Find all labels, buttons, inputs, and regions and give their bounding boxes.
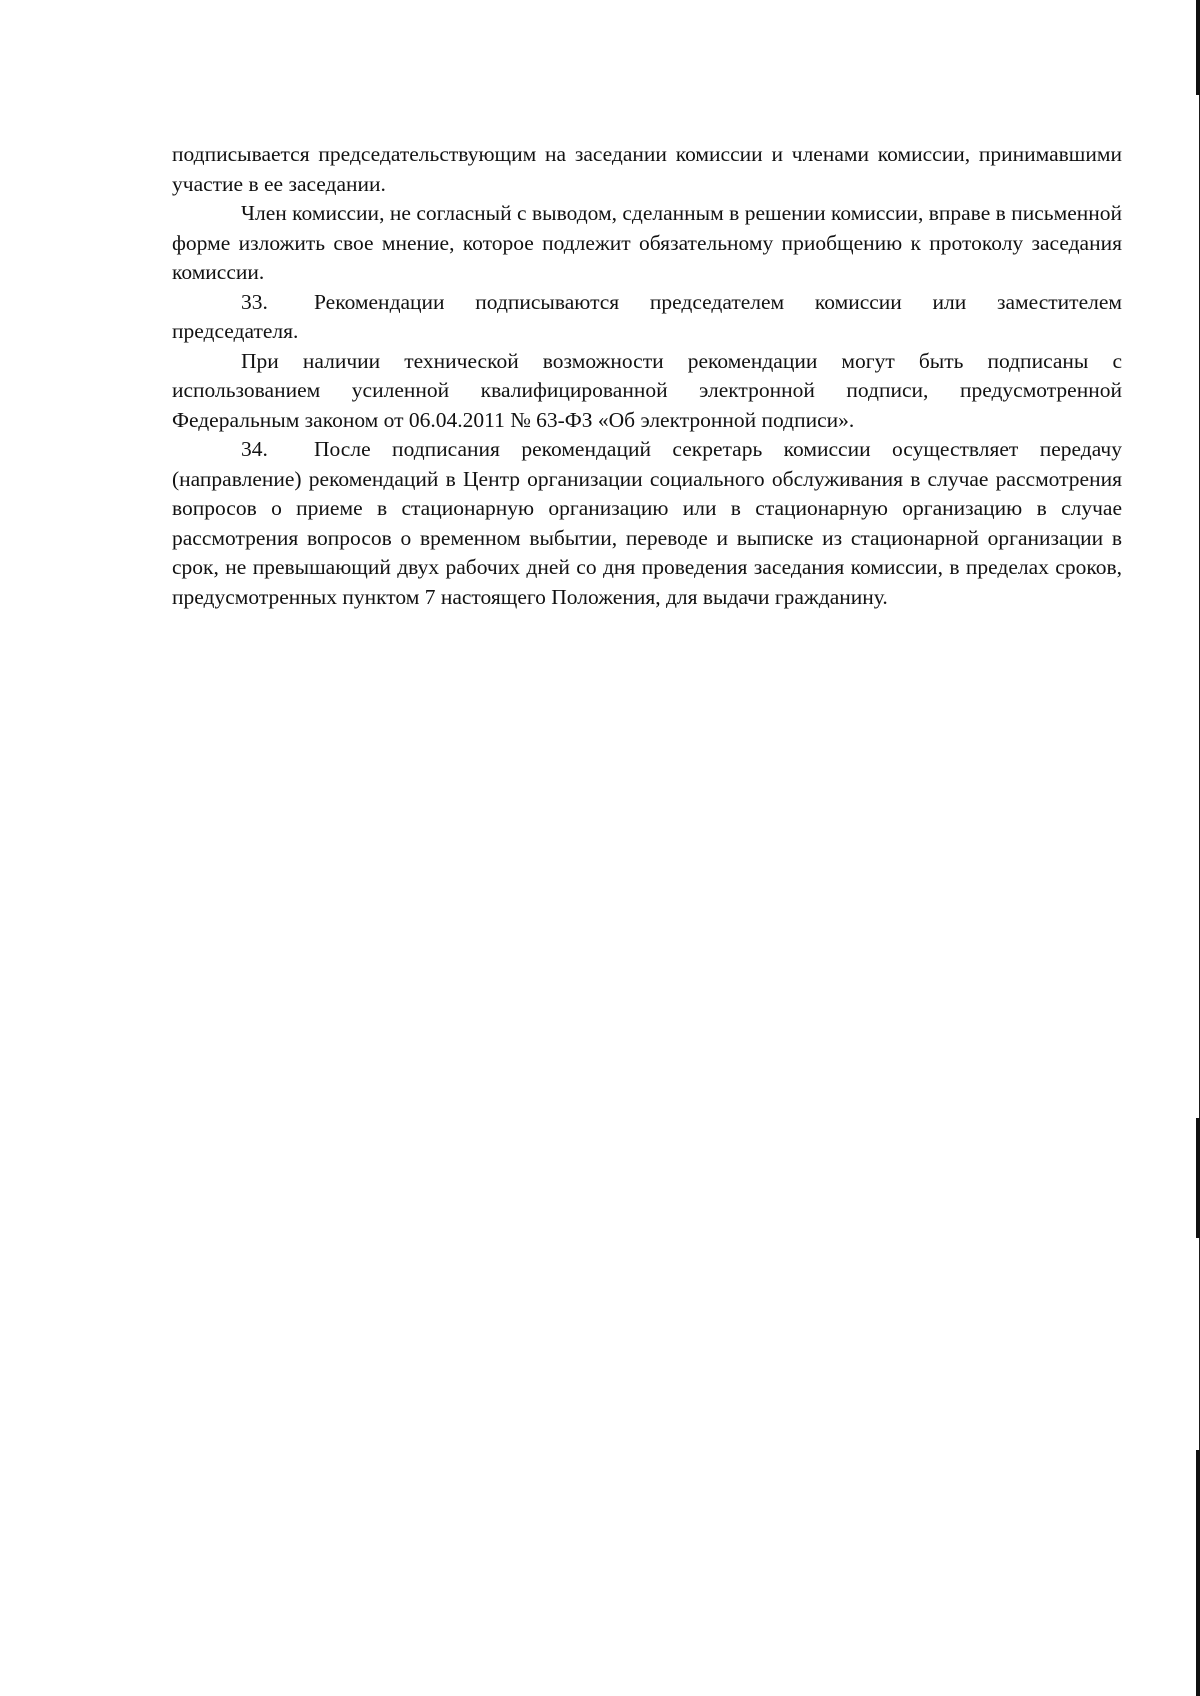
paragraph-34 xyxy=(172,435,1122,612)
paragraph-electronic-signature xyxy=(172,347,1122,436)
paragraph-33 xyxy=(172,288,1122,347)
scan-edge-mark-top xyxy=(1196,0,1200,95)
paragraph-text: После подписания рекомендаций секретарь комиссии осуществляет передачу (направление) рекомендаций в Центр организации социального обслуживания в случае рассмотрения вопросов о приеме в стационарную организацию или в стационарную организацию в случае рассмотрения вопросов о временном выбытии, переводе и выписке из стационарной организации в срок, не превышающий двух рабочих дней со дня проведения заседания комиссии, в пределах сроков, предусмотренных пунктом 7 настоящего Положения, для выдачи гражданину. xyxy=(172,437,1122,609)
scan-edge-mark-bottom xyxy=(1196,1450,1200,1696)
paragraph-text: подписывается председательствующим на заседании комиссии и членами комиссии, принимавшими участие в ее заседании. xyxy=(172,142,1122,196)
paragraph-text: Рекомендации подписываются председателем комиссии или заместителем председателя. xyxy=(172,289,1122,343)
paragraph-text: При наличии технической возможности рекомендации могут быть подписаны с использованием усиленной квалифицированной электронной подписи, предусмотренной Федеральным законом от 06.04.2011 № 63-ФЗ «Об электронной подписи». xyxy=(172,348,1122,432)
paragraph-dissent xyxy=(172,199,1122,288)
paragraph-number: 33. xyxy=(241,289,268,314)
document-body xyxy=(172,140,1122,612)
paragraph-continuation xyxy=(172,140,1122,199)
paragraph-number: 34. xyxy=(241,437,268,461)
paragraph-text: Член комиссии, не согласный с выводом, сделанным в решении комиссии, вправе в письменной форме изложить свое мнение, которое подлежит обязательному приобщению к протоколу заседания комиссии. xyxy=(172,201,1122,284)
scan-edge-mark-middle xyxy=(1196,1118,1200,1238)
